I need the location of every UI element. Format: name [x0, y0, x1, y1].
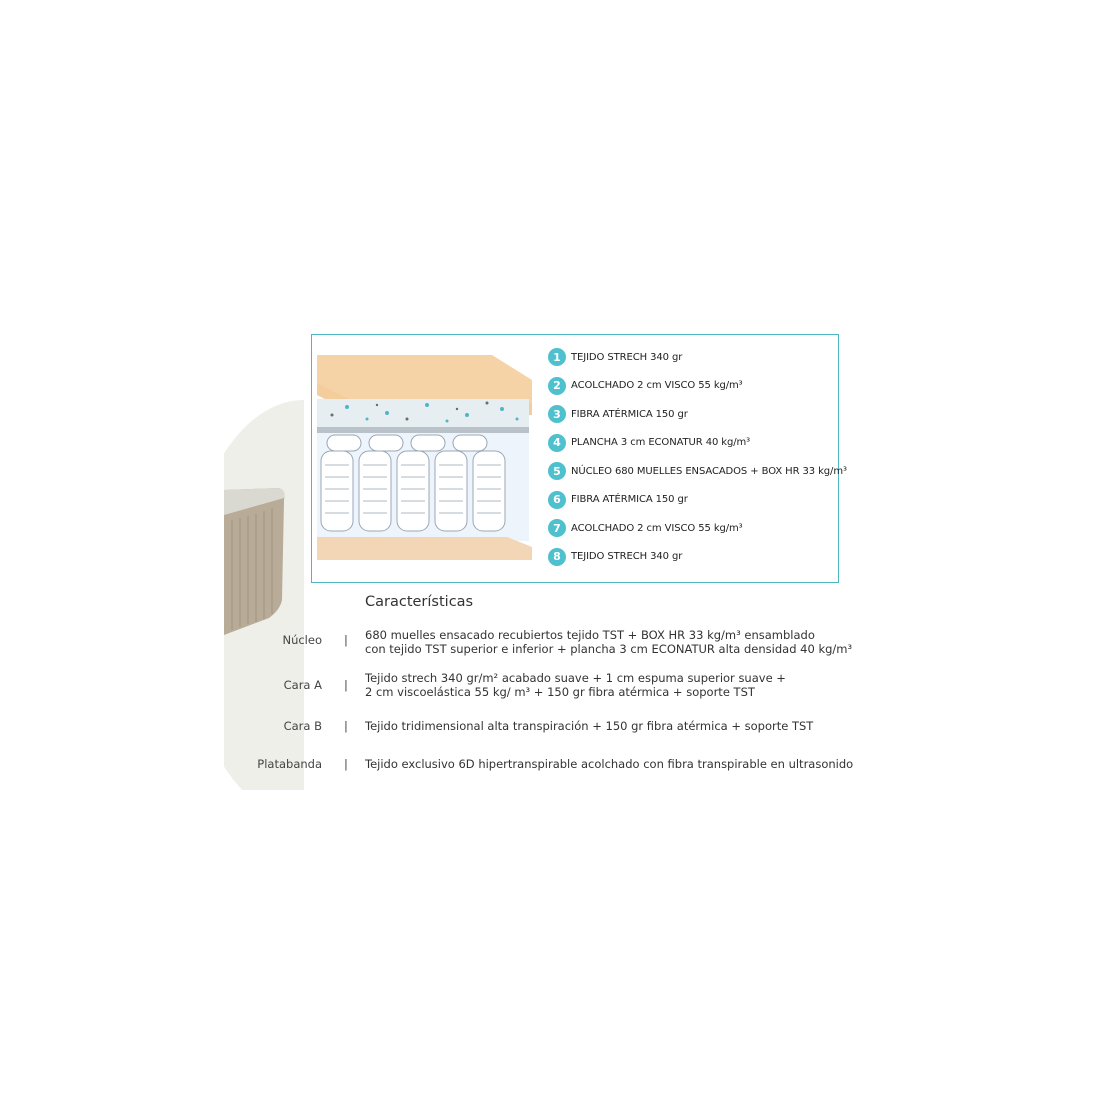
- row-value: [365, 671, 865, 699]
- row-value: [365, 628, 865, 656]
- layer-number-badge: 5: [548, 462, 566, 480]
- characteristics-title: Características: [365, 594, 474, 610]
- layer-item: [548, 400, 838, 429]
- layer-number-badge: 6: [548, 491, 566, 509]
- layer-label: ACOLCHADO 2 cm VISCO 55 kg/m³: [571, 380, 743, 392]
- layer-label: TEJIDO STRECH 340 gr: [571, 351, 683, 363]
- row-label: Platabanda: [257, 757, 322, 771]
- layer-number-badge: 1: [548, 348, 566, 366]
- row-separator: |: [344, 633, 348, 647]
- layer-label: FIBRA ATÉRMICA 150 gr: [571, 494, 688, 506]
- row-value-line: Tejido exclusivo 6D hipertranspirable acolchado con fibra transpirable en ultrasonido: [365, 757, 854, 771]
- row-label: Cara B: [283, 719, 322, 733]
- layer-item: [548, 514, 838, 543]
- row-label: Cara A: [283, 678, 322, 692]
- row-value-line: Tejido tridimensional alta transpiración + 150 gr fibra atérmica + soporte TST: [365, 719, 814, 733]
- layer-number-badge: 7: [548, 519, 566, 537]
- layer-item: [548, 429, 838, 458]
- layer-diagram: [311, 334, 847, 583]
- layer-item: [548, 543, 838, 572]
- layer-item: [548, 372, 838, 401]
- row-value-line: 680 muelles ensacado recubiertos tejido TST + BOX HR 33 kg/m³ ensamblado: [365, 628, 815, 642]
- layer-number-badge: 8: [548, 548, 566, 566]
- bottom-foam-layer: [317, 537, 532, 560]
- layer-item: [548, 457, 847, 486]
- row-value-line: Tejido strech 340 gr/m² acabado suave + 1 cm espuma superior suave +: [365, 671, 786, 685]
- layer-legend: [548, 343, 847, 571]
- mattress-photo: [224, 300, 304, 790]
- layer-number-badge: 2: [548, 377, 566, 395]
- layer-item: [548, 343, 838, 372]
- row-value: [365, 757, 865, 771]
- layer-label: ACOLCHADO 2 cm VISCO 55 kg/m³: [571, 522, 743, 534]
- row-separator: |: [344, 719, 348, 733]
- row-separator: |: [344, 678, 348, 692]
- layer-label: FIBRA ATÉRMICA 150 gr: [571, 408, 688, 420]
- row-value: [365, 719, 865, 733]
- mattress-edge-image: [224, 300, 304, 790]
- layer-label: PLANCHA 3 cm ECONATUR 40 kg/m³: [571, 437, 751, 449]
- layer-item: [548, 486, 838, 515]
- visco-layer: [317, 399, 529, 427]
- row-value-line: con tejido TST superior e inferior + plancha 3 cm ECONATUR alta densidad 40 kg/m³: [365, 642, 853, 656]
- layer-label: TEJIDO STRECH 340 gr: [571, 551, 683, 563]
- layer-number-badge: 4: [548, 434, 566, 452]
- row-value-line: 2 cm viscoelástica 55 kg/ m³ + 150 gr fibra atérmica + soporte TST: [365, 685, 755, 699]
- layer-number-badge: 3: [548, 405, 566, 423]
- mattress-layers-illustration: [317, 355, 532, 565]
- layer-label: NÚCLEO 680 MUELLES ENSACADOS + BOX HR 33 kg/m³: [571, 465, 847, 477]
- row-separator: |: [344, 757, 348, 771]
- row-label: Núcleo: [282, 633, 322, 647]
